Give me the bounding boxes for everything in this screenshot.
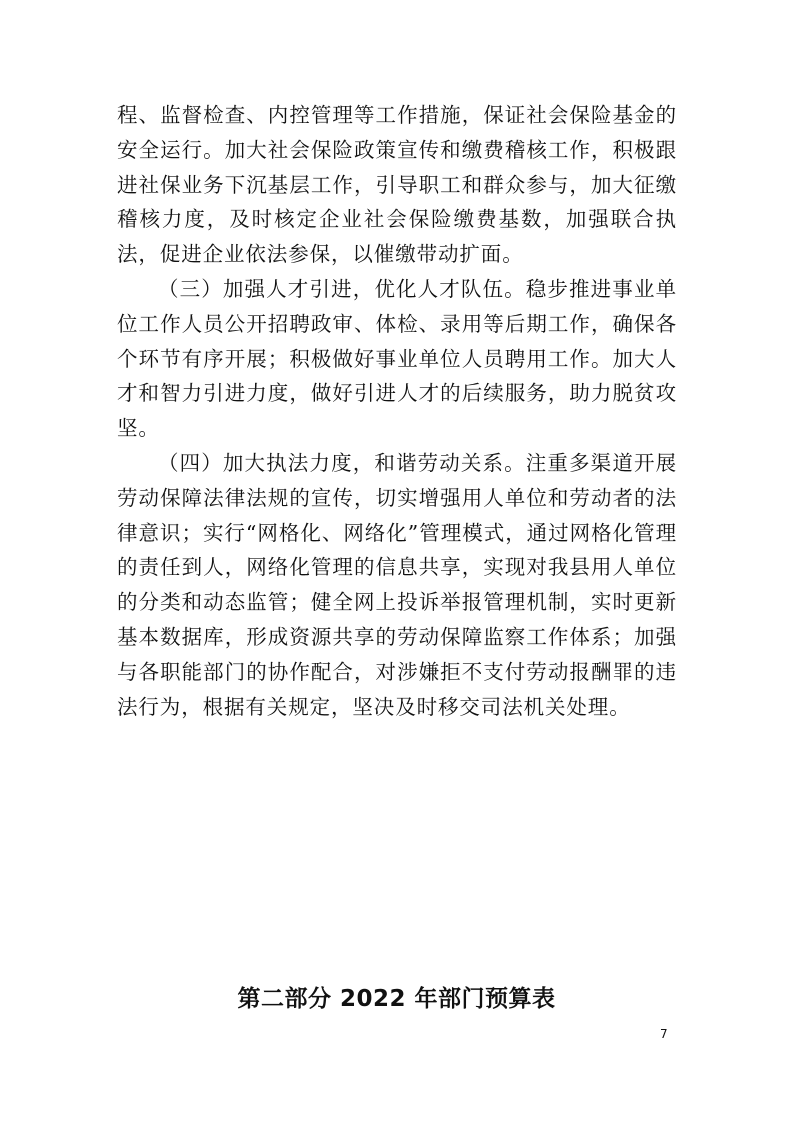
section-title: 第二部分 2022 年部门预算表	[237, 986, 556, 1012]
paragraph-continuation: 程、监督检查、内控管理等工作措施，保证社会保险基金的安全运行。加大社会保险政策宣传和缴费稽核工作，积极跟进社保业务下沉基层工作，引导职工和群众参与，加大征缴稽核力度，及时核定企业社会保险缴费基数，加强联合执法，促进企业依法参保，以催缴带动扩面。	[117, 103, 677, 267]
document-body	[117, 98, 677, 724]
paragraph-talent: （三）加强人才引进，优化人才队伍。稳步推进事业单位工作人员公开招聘政审、体检、录用等后期工作，确保各个环节有序开展；积极做好事业单位人员聘用工作。加大人才和智力引进力度，做好引进人才的后续服务，助力脱贫攻坚。	[117, 276, 677, 441]
page-number: 7	[660, 1027, 668, 1041]
paragraph-enforcement: （四）加大执法力度，和谐劳动关系。注重多渠道开展劳动保障法律法规的宣传，切实增强用人单位和劳动者的法律意识；实行“网格化、网络化”管理模式，通过网格化管理的责任到人，网络化管理的信息共享，实现对我县用人单位的分类和动态监管；健全网上投诉举报管理机制，实时更新基本数据库，形成资源共享的劳动保障监察工作体系；加强与各职能部门的协作配合，对涉嫌拒不支付劳动报酬罪的违法行为，根据有关规定，坚决及时移交司法机关处理。	[117, 450, 677, 719]
